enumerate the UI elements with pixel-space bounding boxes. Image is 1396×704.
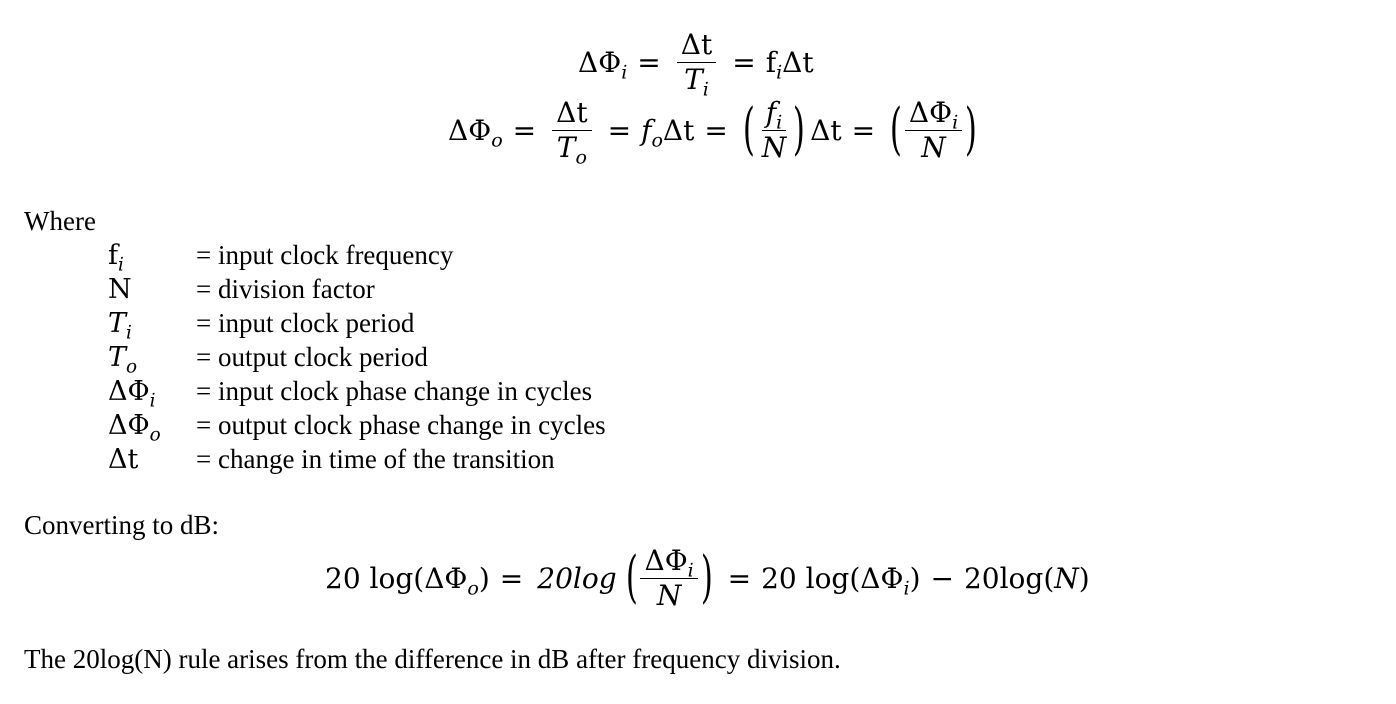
left-paren: ( <box>625 545 638 611</box>
definition-description: = output clock phase change in cycles <box>196 410 606 440</box>
equals-sign: = <box>607 113 632 147</box>
conclusion-text: The 20log(N) rule arises from the difference in dB after frequency division. <box>24 644 841 674</box>
eq3-term-a: 20 $\log(\Delta\Phi_o)$ <box>325 561 490 600</box>
equals-sign: = <box>851 113 876 147</box>
left-paren: ( <box>742 97 755 163</box>
equals-sign: = <box>512 113 537 147</box>
definition-symbol: $T_i$ <box>108 308 132 344</box>
definition-description: = change in time of the transition <box>196 444 555 474</box>
definition-row <box>108 308 415 344</box>
eq3-fraction: $\frac{\Delta\Phi_i}{N}$ <box>640 546 697 611</box>
equals-sign: = <box>732 45 756 79</box>
converting-label: Converting to dB: <box>24 510 219 540</box>
eq2-lhs: $\Delta\Phi_o$ <box>448 113 503 152</box>
eq1-fraction: $\frac{\Delta t}{T_i}$ <box>677 30 716 95</box>
equals-sign: = <box>727 561 752 595</box>
eq1-rhs: $f_i\Delta t$ <box>765 45 814 84</box>
definition-description: = output clock period <box>196 342 428 372</box>
definition-description: = input clock frequency <box>196 240 454 270</box>
definition-description: = division factor <box>196 274 375 304</box>
definition-row <box>108 274 375 305</box>
equation-db-conversion <box>325 546 1090 611</box>
equals-sign: = <box>704 113 728 147</box>
eq2-term-3-tail: Δt <box>810 113 842 147</box>
definition-row <box>108 444 555 475</box>
definition-symbol: N <box>108 274 132 305</box>
definition-symbol: Δt <box>108 444 139 475</box>
where-label: Where <box>24 206 96 236</box>
equation-input-phase <box>578 28 814 102</box>
definition-symbol: $\Delta\Phi_i$ <box>108 376 156 412</box>
right-paren: ) <box>793 97 806 163</box>
eq3-term-c: 20 $\log(\Delta\Phi_i)$ <box>761 561 921 600</box>
eq1-lhs: $\Delta\Phi_i$ <box>578 45 628 84</box>
left-paren: ( <box>889 97 902 163</box>
definition-row <box>108 410 606 446</box>
definition-row <box>108 240 454 276</box>
definition-symbol: $f_i$ <box>108 240 124 276</box>
right-paren: ) <box>965 97 978 163</box>
definition-symbol: $T_o$ <box>108 342 138 378</box>
minus-sign: − <box>930 561 954 595</box>
eq2-fraction-3: $\frac{\Delta\Phi_i}{N}$ <box>905 98 962 163</box>
eq2-fraction-2: $\frac{f_i}{N}$ <box>761 96 787 165</box>
eq2-term-2: $f_o\Delta t$ <box>641 113 695 152</box>
eq3-term-d: 20log(N) <box>963 561 1090 595</box>
equals-sign: = <box>637 45 661 79</box>
definition-description: = input clock phase change in cycles <box>196 376 593 406</box>
eq2-fraction-1: $\frac{\Delta t}{T_o}$ <box>552 98 591 163</box>
equals-sign: = <box>499 561 524 595</box>
equation-output-phase <box>448 96 982 170</box>
right-paren: ) <box>700 545 713 611</box>
definition-description: = input clock period <box>196 308 415 338</box>
definition-symbol: $\Delta\Phi_o$ <box>108 410 161 446</box>
eq3-term-b: 20log <box>537 561 617 595</box>
definition-row <box>108 376 593 412</box>
definition-row <box>108 342 428 378</box>
